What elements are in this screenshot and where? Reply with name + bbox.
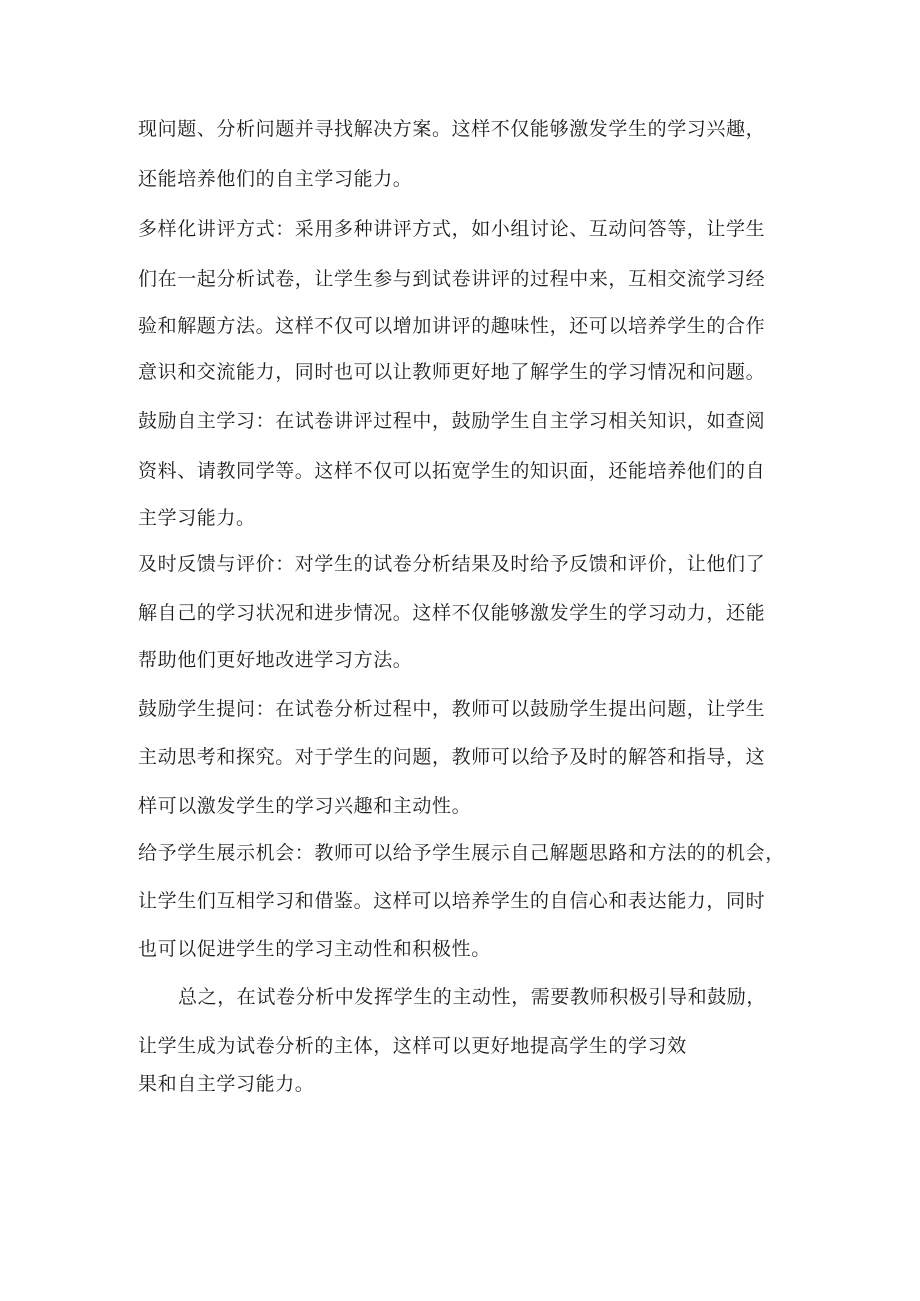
text-line: 解自己的学习状况和进步情况。这样不仅能够激发学生的学习动力，还能 [138,602,766,624]
text-line: 让学生成为试卷分析的主体，这样可以更好地提高学生的学习效 [138,1035,687,1057]
text-line: 总之，在试卷分析中发挥学生的主动性，需要教师积极引导和鼓励， [178,986,767,1008]
text-line: 验和解题方法。这样不仅可以增加讲评的趣味性，还可以培养学生的合作 [138,315,766,337]
text-line: 鼓励学生提问：在试卷分析过程中，教师可以鼓励学生提出问题，让学生 [138,698,766,720]
text-line: 也可以促进学生的学习主动性和积极性。 [138,938,491,960]
text-line: 还能培养他们的自主学习能力。 [138,168,413,190]
text-line: 现问题、分析问题并寻找解决方案。这样不仅能够激发学生的学习兴趣， [138,118,766,140]
text-line: 们在一起分析试卷，让学生参与到试卷讲评的过程中来，互相交流学习经 [138,268,766,290]
text-line: 多样化讲评方式：采用多种讲评方式，如小组讨论、互动问答等，让学生 [138,218,766,240]
text-line: 样可以激发学生的学习兴趣和主动性。 [138,795,472,817]
text-line: 资料、请教同学等。这样不仅可以拓宽学生的知识面，还能培养他们的自 [138,460,766,482]
text-line: 意识和交流能力，同时也可以让教师更好地了解学生的学习情况和问题。 [138,361,766,383]
text-line: 果和自主学习能力。 [138,1073,315,1095]
text-line: 主动思考和探究。对于学生的问题，教师可以给予及时的解答和指导，这 [138,746,766,768]
text-line: 主学习能力。 [138,507,256,529]
text-line: 给予学生展示机会：教师可以给予学生展示自己解题思路和方法的的机会， [138,842,785,864]
text-line: 帮助他们更好地改进学习方法。 [138,649,413,671]
text-line: 及时反馈与评价：对学生的试卷分析结果及时给予反馈和评价，让他们了 [138,553,766,575]
text-line: 鼓励自主学习：在试卷讲评过程中，鼓励学生自主学习相关知识，如查阅 [138,410,766,432]
text-line: 让学生们互相学习和借鉴。这样可以培养学生的自信心和表达能力，同时 [138,890,766,912]
